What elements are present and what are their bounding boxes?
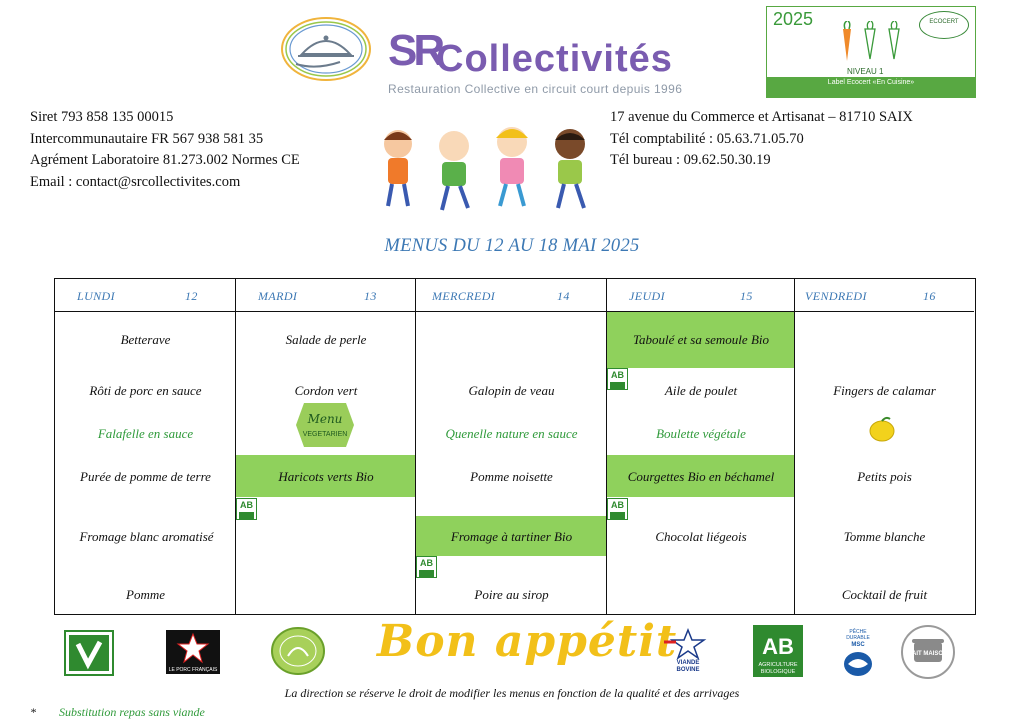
day-name: JEUDI: [629, 289, 665, 303]
dish: Betterave: [120, 332, 171, 347]
menu-grid: [54, 278, 976, 615]
dish: Galopin de veau: [468, 383, 555, 398]
company-logo: [276, 14, 716, 104]
bio-dish: Courgettes Bio en béchamel: [627, 469, 775, 484]
company-info-right: [610, 107, 913, 172]
dish: Fingers de calamar: [833, 383, 936, 398]
address: 17 avenue du Commerce et Artisanat – 81710 SAIX: [610, 109, 913, 125]
label-level: NIVEAU 1: [847, 67, 884, 76]
ab-bio-icon: [416, 556, 437, 578]
ecocert-label: [766, 6, 976, 98]
page-title: MENUS DU 12 AU 18 MAI 2025: [384, 236, 640, 256]
dish: Poire au sirop: [474, 587, 549, 602]
column-header: [55, 279, 236, 312]
day-name: LUNDI: [77, 289, 116, 303]
children-illustration: [372, 120, 600, 216]
ab-logo-caption-1: AGRICULTURE: [758, 662, 798, 668]
column-friday: [794, 279, 974, 614]
ab-text: AB: [240, 500, 253, 510]
msc-peche-durable-icon: [838, 626, 878, 678]
dish: Chocolat liégeois: [655, 529, 747, 544]
day-number: 14: [557, 289, 570, 303]
phone-accounting: Tél comptabilité : 05.63.71.05.70: [610, 130, 804, 147]
day-number: 13: [364, 289, 377, 303]
dish: Cocktail de fruit: [841, 587, 928, 602]
brand-sr: SR: [388, 26, 442, 75]
ab-logo-caption-2: BIOLOGIQUE: [760, 669, 796, 675]
dish: Rôti de porc en sauce: [89, 383, 202, 398]
veg-substitution-dish: Boulette végétale: [656, 426, 746, 441]
day-name: VENDREDI: [805, 289, 867, 303]
dish: Purée de pomme de terre: [80, 469, 211, 484]
dish: Petits pois: [857, 469, 912, 484]
footnote: [30, 705, 205, 720]
viande-logo-text-1: VIANDE: [676, 660, 700, 666]
ab-bio-icon: [607, 498, 628, 520]
day-number: 16: [923, 289, 936, 303]
column-monday: [55, 279, 236, 614]
ab-text: AB: [611, 370, 624, 380]
ab-bio-icon: [236, 498, 257, 520]
veg-substitution-dish: Falafelle en sauce: [97, 426, 194, 441]
day-name: MARDI: [258, 289, 298, 303]
ab-logo-text: AB: [762, 634, 794, 659]
dish: Pomme: [126, 587, 165, 602]
phone-office: Tél bureau : 09.62.50.30.19: [610, 152, 771, 168]
column-header: [607, 279, 795, 312]
column-header: [795, 279, 974, 312]
day-number: 12: [185, 289, 198, 303]
brand-name: Collectivités: [436, 38, 673, 80]
column-header: [416, 279, 607, 312]
day-name: MERCREDI: [432, 289, 496, 303]
veg-badge-label: VEGETARIEN: [302, 431, 348, 438]
bio-dish: Taboulé et sa semoule Bio: [632, 332, 769, 347]
footnote-text: Substitution repas sans viande: [59, 705, 205, 719]
disclaimer: La direction se réserve le droit de modifier les menus en fonction de la qualité et des arrivages: [284, 686, 740, 700]
porc-francais-logo-icon: [166, 630, 220, 674]
column-header: [236, 279, 416, 312]
fait-maison-text: FAIT MAISON: [908, 651, 948, 657]
label-year: 2025: [773, 9, 814, 29]
carrots-icon: [837, 21, 907, 67]
bio-dish: Fromage à tartiner Bio: [450, 529, 573, 544]
ab-text: AB: [611, 500, 624, 510]
column-wednesday: [415, 279, 607, 614]
porc-logo-text: LE PORC FRANÇAIS: [168, 667, 218, 673]
msc-text-1: PÊCHE: [849, 629, 867, 635]
lemon-icon: [867, 415, 897, 445]
dish: Pomme noisette: [470, 469, 553, 484]
fait-maison-icon: [900, 624, 956, 680]
vegetarian-logo-icon: [64, 630, 114, 676]
msc-text-3: MSC: [851, 642, 865, 648]
footnote-mark: *: [30, 705, 36, 719]
viande-logo-text-2: BOVINE: [676, 667, 700, 672]
day-number: 15: [740, 289, 753, 303]
dish: Cordon vert: [294, 383, 358, 398]
siret: Siret 793 858 135 00015: [30, 109, 174, 125]
msc-text-2: DURABLE: [846, 635, 870, 641]
column-thursday: [606, 279, 795, 614]
dish: Aile de poulet: [664, 383, 738, 398]
bon-appetit-text: Bon appétit: [377, 616, 678, 667]
ecocert-seal-icon: [270, 626, 326, 676]
ab-text: AB: [420, 558, 433, 568]
ecocert-seal: ECOCERT: [919, 11, 969, 39]
dish: Fromage blanc aromatisé: [79, 529, 214, 544]
veg-substitution-dish: Quenelle nature en sauce: [445, 426, 578, 441]
label-band: Label Ecocert «En Cuisine»: [767, 77, 975, 97]
intercom-number: Intercommunautaire FR 567 938 581 35: [30, 130, 264, 147]
agriculture-biologique-icon: [752, 624, 804, 678]
dish: Salade de perle: [285, 332, 367, 347]
bio-dish: Haricots verts Bio: [278, 469, 374, 484]
brand-tagline: Restauration Collective en circuit court depuis 1996: [388, 82, 683, 96]
dish: Tomme blanche: [843, 529, 926, 544]
email: Email : contact@srcollectivites.com: [30, 173, 241, 190]
cloche-logo-icon: [276, 14, 376, 84]
veg-badge-menu: Menu: [307, 412, 343, 426]
lab-agreement: Agrément Laboratoire 81.273.002 Normes CE: [30, 152, 300, 168]
company-info-left: [30, 107, 300, 193]
vegetarian-menu-badge: [294, 401, 356, 449]
viande-bovine-francaise-icon: [658, 628, 718, 672]
